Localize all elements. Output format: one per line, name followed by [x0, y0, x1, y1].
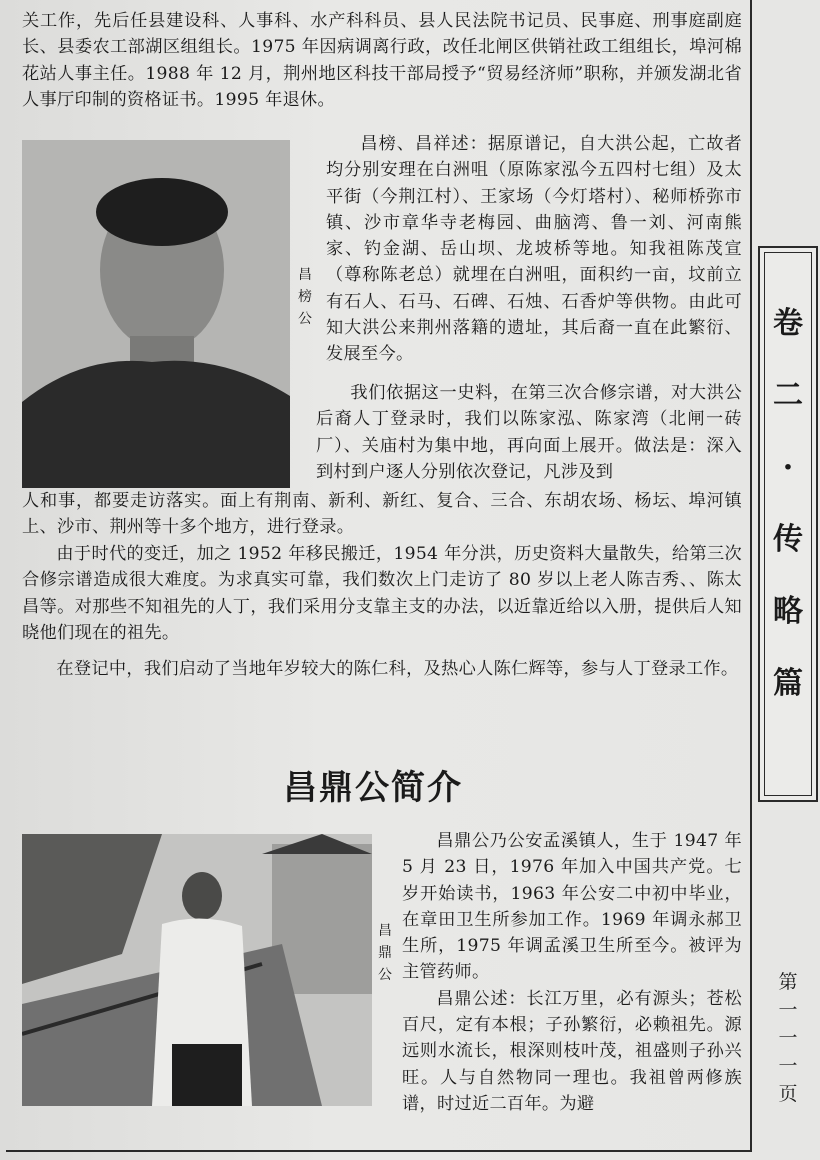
caption-char: 公	[378, 967, 392, 983]
page-number-char: 第	[778, 971, 798, 993]
caption-char: 昌	[378, 923, 392, 939]
top-paragraph-block	[22, 8, 742, 113]
top-paragraph: 关工作，先后任县建设科、人事科、水产科科员、县人民法院书记员、民事庭、刑事庭副庭长、县委农工部湖区组组长。1975 年因病调离行政，改任北闸区供销社政工组组长，埠河棉花站人事主任。1988 年 12 月，荆州地区科技干部局授予“贸易经济师”职称，并颁发湖北省人事厅印制的资格证书。1995 年退休。	[22, 11, 742, 110]
side-volume-label	[758, 246, 818, 802]
side-label-char: 卷	[773, 306, 803, 341]
side-label-char: 传	[773, 522, 803, 557]
page-number	[766, 968, 810, 1108]
page-number-char: 页	[778, 1083, 798, 1105]
paragraph-2-continued-block	[22, 488, 742, 541]
wrap-paragraph-2-start: 我们依据这一史料，在第三次合修宗谱，对大洪公后裔人丁登录时，我们以陈家泓、陈家湾（北闸一砖厂）、关庙村为集中地，再向面上展开。做法是：深入到村到户逐人分别依次登记，凡涉及到	[316, 383, 742, 482]
wrap-paragraph-1-block	[326, 131, 742, 368]
portrait-figure-icon	[22, 140, 290, 488]
wrap-paragraph-2-block	[316, 380, 742, 485]
side-label-char: 篇	[773, 666, 803, 701]
photo-changding	[22, 834, 372, 1106]
caption-char: 鼎	[378, 945, 392, 961]
side-label-char: 略	[773, 594, 803, 629]
paragraph-4-block	[22, 656, 742, 682]
page-number-char: 一	[778, 1027, 798, 1049]
photo2-caption	[376, 920, 394, 986]
paragraph-4: 在登记中，我们启动了当地年岁较大的陈仁科，及热心人陈仁辉等，参与人丁登录工作。	[56, 659, 739, 679]
side-label-chars	[760, 288, 816, 720]
paragraph-3-block	[22, 541, 742, 646]
section-title: 昌鼎公简介	[283, 768, 463, 808]
page-number-char: 一	[778, 1055, 798, 1077]
paragraph-3: 由于时代的变迁，加之 1952 年移民搬迁，1954 年分洪，历史资料大量散失，给第三次合修宗谱造成很大难度。为求真实可靠，我们数次上门走访了 80 岁以上老人陈吉秀、、陈太昌等。对那些不知祖先的人丁，我们采用分支靠主支的办法，以近靠近给以入册，提供后人知晓他们现在的祖先。	[22, 544, 742, 643]
bio-paragraph-1: 昌鼎公乃公安孟溪镇人，生于 1947 年 5 月 23 日，1976 年加入中国共产党。七岁开始读书，1963 年公安二中初中毕业，在章田卫生所参加工作。1969 年调永郝卫生所，1975 年调孟溪卫生所至今。被评为主管药师。	[402, 831, 742, 983]
portrait-photo-changbang	[22, 140, 290, 488]
page-number-char: 一	[778, 999, 798, 1021]
side-label-char: 二	[773, 378, 803, 413]
caption-char: 榜	[298, 289, 312, 305]
side-label-char: ·	[782, 450, 794, 485]
bio-paragraph-2: 昌鼎公述：长江万里，必有源头；苍松百尺，定有本根；子孙繁衍，必赖祖先。源远则水流长，根深则枝叶茂，祖盛则子孙兴旺。人与自然物同一理也。我祖曾两修族谱，时过近二百年。为避	[402, 988, 742, 1114]
wrap-paragraph-1: 昌榜、昌祥述：据原谱记，自大洪公起，亡故者均分别安理在白洲咀（原陈家泓今五四村七组）及太平街（今荆江村）、王家场（今灯塔村）、秘师桥弥市镇、沙市章华寺老梅园、曲脑湾、鲁一刘、河南熊家、钓金湖、岳山坝、龙坡桥等地。知我祖陈茂宣（尊称陈老总）就埋在白洲咀，面积约一亩，坟前立有石人、石马、石碑、石烛、石香炉等供物。由此可知大洪公来荆州落籍的遗址，其后裔一直在此繁衍、发展至今。	[326, 134, 742, 365]
photo1-caption	[296, 264, 314, 330]
bio-paragraphs-block	[402, 828, 742, 1117]
caption-char: 公	[298, 311, 312, 327]
wrap-paragraph-2-end: 人和事，都要走访落实。面上有荆南、新利、新红、复合、三合、东胡农场、杨坛、埠河镇上、沙市、荆州等十多个地方，进行登录。	[22, 491, 742, 538]
bridge-scene-icon	[22, 834, 372, 1106]
side-label-text	[760, 288, 816, 720]
caption-char: 昌	[298, 267, 312, 283]
page-number-chars	[766, 968, 810, 1108]
